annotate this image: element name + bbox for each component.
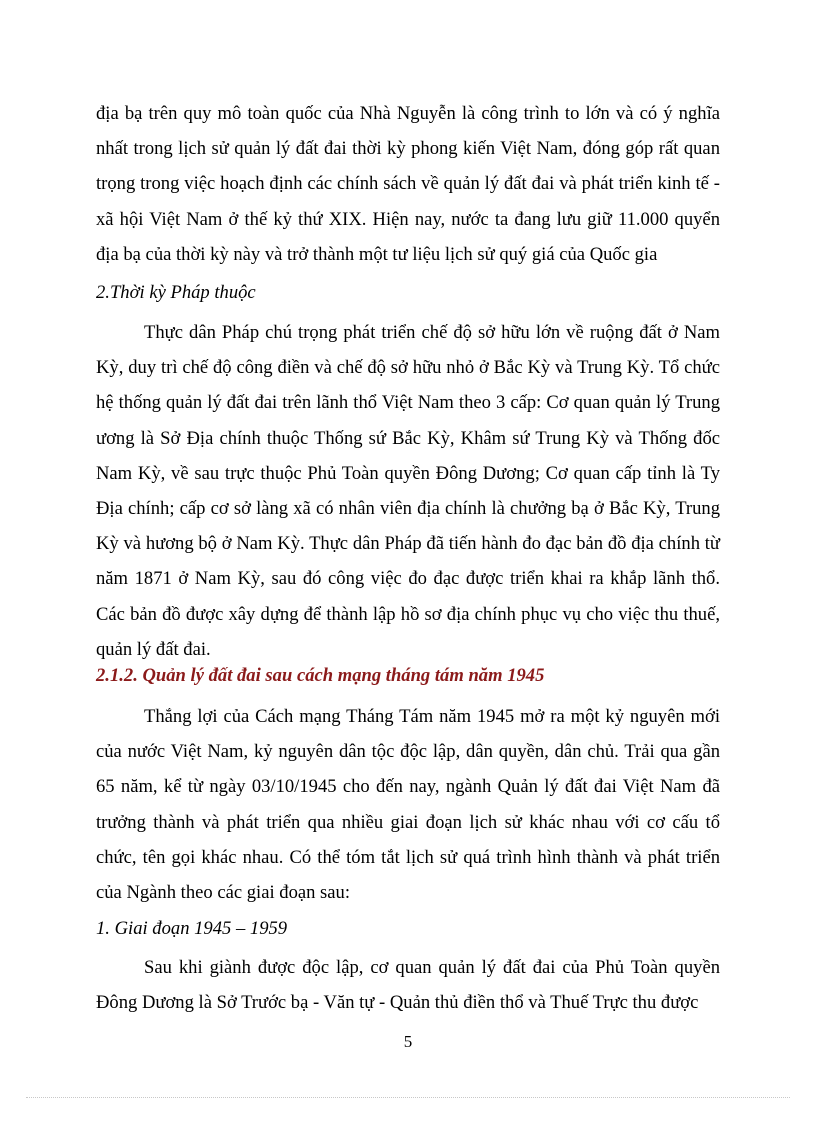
page-number: 5 <box>403 1032 413 1051</box>
paragraph-text: Sau khi giành được độc lập, cơ quan quản lý đất đai của Phủ Toàn quyền Đông Dương là Sở Trước bạ - Văn tự - Quản thủ điền thổ và Thuế Trực thu được <box>96 957 720 1014</box>
paragraph-period-1945 <box>96 950 720 1020</box>
paragraph-august-revolution <box>96 699 720 910</box>
paragraph-text: Thắng lợi của Cách mạng Tháng Tám năm 1945 mở ra một kỷ nguyên mới của nước Việt Nam, kỷ nguyên dân tộc độc lập, dân quyền, dân chủ. Trải qua gần 65 năm, kể từ ngày 03/10/1945 cho đến nay, ngành Quản lý đất đai Việt Nam đã trưởng thành và phát triển qua nhiều giai đoạn lịch sử khác nhau với cơ cấu tổ chức, tên gọi khác nhau. Có thể tóm tắt lịch sử quá trình hình thành và phát triển của Ngành theo các giai đoạn sau: <box>96 706 720 904</box>
paragraph-text: địa bạ trên quy mô toàn quốc của Nhà Nguyễn là công trình to lớn và có ý nghĩa nhất trong lịch sử quản lý đất đai thời kỳ phong kiến Việt Nam, đóng góp rất quan trọng trong việc hoạch định các chính sách về quản lý đất đai và phát triển kinh tế - xã hội Việt Nam ở thế kỷ thứ XIX. Hiện nay, nước ta đang lưu giữ 11.000 quyển địa bạ của thời kỳ này và trở thành một tư liệu lịch sử quý giá của Quốc gia <box>96 103 720 265</box>
paragraph-land-register <box>96 96 720 272</box>
heading-french-colonial-period: 2.Thời kỳ Pháp thuộc <box>96 282 256 303</box>
paragraph-text: Thực dân Pháp chú trọng phát triển chế độ sở hữu lớn về ruộng đất ở Nam Kỳ, duy trì chế độ công điền và chế độ sở hữu nhỏ ở Bắc Kỳ và Trung Kỳ. Tổ chức hệ thống quản lý đất đai trên lãnh thổ Việt Nam theo 3 cấp: Cơ quan quản lý Trung ương là Sở Địa chính thuộc Thống sứ Bắc Kỳ, Khâm sứ Trung Kỳ và Thống đốc Nam Kỳ, về sau trực thuộc Phủ Toàn quyền Đông Dương; Cơ quan cấp tỉnh là Ty Địa chính; cấp cơ sở làng xã có nhân viên địa chính là chưởng bạ ở Bắc Kỳ, Trung Kỳ và hương bộ ở Nam Kỳ. Thực dân Pháp đã tiến hành đo đạc bản đồ địa chính từ năm 1871 ở Nam Kỳ, sau đó công việc đo đạc được triển khai ra khắp lãnh thổ. Các bản đồ được xây dựng để thành lập hồ sơ địa chính phục vụ cho việc thu thuế, quản lý đất đai. <box>96 322 720 660</box>
section-heading: 2.1.2. Quản lý đất đai sau cách mạng tháng tám năm 1945 <box>96 665 545 686</box>
heading-period-1945-1959: 1. Giai đoạn 1945 – 1959 <box>96 918 288 939</box>
page-bottom-divider <box>26 1097 790 1098</box>
paragraph-french-colonial <box>96 315 720 667</box>
